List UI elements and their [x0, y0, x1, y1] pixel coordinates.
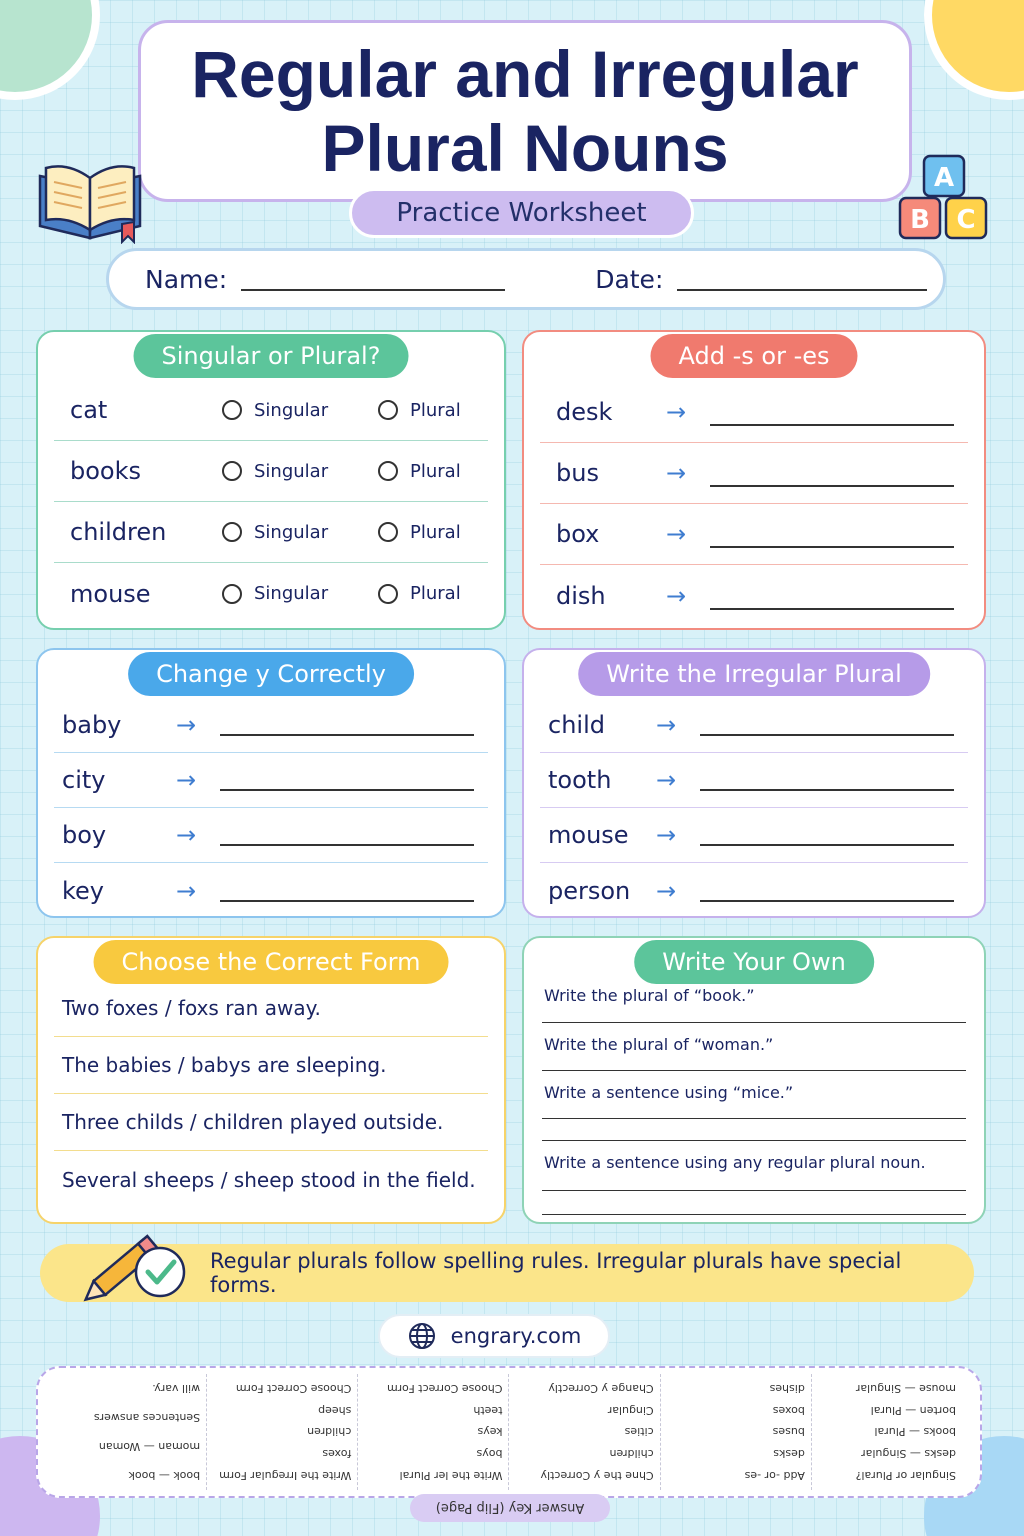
noun-word: bus: [556, 459, 599, 487]
answer-row: [540, 504, 968, 565]
arrow-icon: →: [176, 711, 197, 739]
answer-row: [540, 863, 968, 918]
question-row: [54, 380, 488, 441]
answer-row: [54, 753, 488, 808]
answer-key-entry: desks — Singular: [861, 1447, 956, 1461]
section-title: Singular or Plural?: [134, 334, 409, 378]
radio-button[interactable]: [378, 461, 398, 481]
noun-word: boy: [62, 821, 107, 849]
question-row: [54, 441, 488, 502]
sentence-text[interactable]: Three childs / children played outside.: [62, 1110, 444, 1134]
answer-key-entry: Write the ler Plural: [399, 1469, 503, 1482]
answer-key-entry: Choose Correct Form: [235, 1382, 352, 1395]
answer-row: [540, 443, 968, 504]
answer-line[interactable]: [542, 1118, 966, 1119]
answer-key-entry: children: [609, 1447, 654, 1461]
answer-key-entry: Change y Correctly: [548, 1382, 654, 1395]
singular-option[interactable]: [222, 400, 328, 421]
svg-text:B: B: [910, 205, 930, 235]
answer-key-entry: boys: [476, 1447, 503, 1461]
radio-button[interactable]: [222, 400, 242, 420]
section-title: Choose the Correct Form: [94, 940, 449, 984]
answer-key-column: [508, 1374, 659, 1490]
globe-icon: [407, 1321, 437, 1351]
page-title-line1: Regular and Irregular: [191, 37, 859, 111]
answer-line[interactable]: [220, 844, 474, 846]
prompt-text: Write a sentence using any regular plural noun.: [544, 1153, 926, 1172]
radio-button[interactable]: [378, 400, 398, 420]
plural-option[interactable]: [378, 522, 461, 543]
radio-button[interactable]: [378, 522, 398, 542]
answer-line[interactable]: [710, 546, 954, 548]
answer-line[interactable]: [700, 789, 954, 791]
answer-row: [540, 565, 968, 626]
noun-word: box: [556, 520, 600, 548]
answer-row: [54, 698, 488, 753]
answer-key-column: [660, 1374, 811, 1490]
noun-word: city: [62, 766, 106, 794]
answer-line[interactable]: [542, 1070, 966, 1071]
singular-option[interactable]: [222, 461, 328, 482]
corner-decoration: [924, 0, 1024, 100]
answer-key-entry: foxes: [322, 1447, 352, 1461]
noun-word: mouse: [548, 821, 629, 849]
option-label: Singular: [254, 521, 329, 543]
answer-key-entry: desks: [773, 1447, 805, 1461]
answer-line[interactable]: [220, 900, 474, 902]
answer-key-entry: mouse — Singular: [855, 1382, 956, 1395]
answer-key-entry: sheep: [318, 1403, 352, 1417]
answer-key-entry: will vary.: [152, 1382, 201, 1395]
website-url: engrary.com: [450, 1324, 582, 1348]
section-title: Change y Correctly: [128, 652, 414, 696]
name-date-bar: [106, 248, 946, 310]
subtitle-badge: Practice Worksheet: [349, 188, 694, 238]
abc-blocks-icon: [894, 150, 1006, 250]
name-field[interactable]: [241, 267, 505, 291]
answer-line[interactable]: [700, 900, 954, 902]
prompt-text: Write the plural of “book.”: [544, 986, 755, 1005]
section-title: Add -s or -es: [651, 334, 858, 378]
arrow-icon: →: [666, 520, 687, 548]
noun-word: books: [70, 457, 142, 485]
answer-key-entry: cities: [624, 1425, 654, 1439]
answer-key-column: [56, 1374, 206, 1490]
radio-button[interactable]: [222, 522, 242, 542]
open-book-icon: [34, 152, 146, 244]
arrow-icon: →: [666, 398, 687, 426]
arrow-icon: →: [666, 581, 687, 610]
answer-line[interactable]: [710, 485, 954, 487]
radio-button[interactable]: [378, 584, 398, 604]
answer-key-entry: children: [307, 1425, 352, 1439]
option-label: Plural: [410, 583, 461, 604]
corner-decoration: [0, 0, 100, 100]
answer-key-entry: teeth: [473, 1403, 503, 1417]
answer-line[interactable]: [220, 734, 474, 736]
answer-line[interactable]: [700, 734, 954, 736]
sentence-row: [54, 1037, 488, 1094]
singular-plural-panel: [36, 330, 506, 630]
answer-line[interactable]: [542, 1214, 966, 1215]
date-label: Date:: [595, 264, 664, 294]
sentence-row: [54, 1094, 488, 1151]
tip-text: Regular plurals follow spelling rules. Irregular plurals have special forms.: [210, 1249, 902, 1297]
singular-option[interactable]: [222, 583, 328, 604]
answer-line[interactable]: [220, 789, 474, 791]
singular-option[interactable]: [222, 522, 328, 543]
change-y-panel: [36, 648, 506, 918]
noun-word: tooth: [548, 766, 612, 794]
answer-key-entry: Write the Irregular Form: [219, 1469, 352, 1482]
section-title: Write Your Own: [634, 940, 874, 984]
option-label: Singular: [254, 460, 329, 482]
option-label: Singular: [254, 583, 329, 604]
noun-word: person: [548, 876, 631, 905]
radio-button[interactable]: [222, 584, 242, 604]
choose-form-panel: [36, 936, 506, 1224]
prompt-text: Write the plural of “woman.”: [544, 1035, 774, 1054]
answer-line[interactable]: [710, 424, 954, 426]
option-label: Plural: [410, 399, 461, 421]
plural-option[interactable]: [378, 400, 461, 421]
answer-key-entry: Singular or Plural?: [855, 1469, 956, 1482]
plural-option[interactable]: [378, 583, 461, 604]
answer-row: [54, 863, 488, 918]
noun-word: child: [548, 711, 605, 739]
answer-row: [540, 382, 968, 443]
answer-key-entry: Cingular: [607, 1403, 654, 1417]
answer-key-entry: boxes: [772, 1403, 805, 1417]
answer-key-column: [206, 1374, 357, 1490]
sentence-row: [54, 980, 488, 1037]
answer-line[interactable]: [542, 1022, 966, 1023]
answer-key-entry: Chne the y Correctly: [540, 1469, 654, 1482]
answer-line[interactable]: [700, 844, 954, 846]
noun-word: children: [70, 518, 167, 546]
arrow-icon: →: [656, 711, 677, 739]
pencil-check-icon: [80, 1222, 192, 1308]
noun-word: key: [62, 876, 105, 905]
arrow-icon: →: [666, 459, 687, 487]
page-title-line2: Plural Nouns: [321, 111, 729, 185]
answer-key-entry: Add -or -es: [744, 1469, 805, 1482]
noun-word: desk: [556, 398, 613, 426]
answer-key-entry: keys: [477, 1425, 503, 1439]
answer-key-entry: moman — Woman: [98, 1440, 201, 1453]
answer-row: [54, 808, 488, 863]
prompt-text: Write a sentence using “mice.”: [544, 1083, 794, 1102]
answer-key-entry: books — Plural: [874, 1425, 956, 1439]
answer-key-entry: Choose Correct Form: [387, 1382, 503, 1395]
option-label: Plural: [410, 460, 461, 482]
answer-row: [540, 808, 968, 863]
sentence-text[interactable]: The babies / babys are sleeping.: [62, 1053, 387, 1077]
arrow-icon: →: [656, 821, 677, 849]
svg-text:C: C: [956, 205, 976, 235]
write-own-panel: [522, 936, 986, 1224]
arrow-icon: →: [176, 821, 197, 849]
answer-key-label: Answer Key (Flip Page): [410, 1494, 610, 1522]
option-label: Singular: [254, 399, 329, 421]
title-card: [138, 20, 912, 202]
question-row: [54, 563, 488, 624]
arrow-icon: →: [176, 766, 197, 794]
answer-key-column: [811, 1374, 962, 1490]
date-field[interactable]: [677, 267, 927, 291]
name-label: Name:: [145, 264, 228, 294]
section-title: Write the Irregular Plural: [578, 652, 930, 696]
svg-text:A: A: [933, 163, 955, 193]
answer-row: [540, 698, 968, 753]
irregular-plural-panel: [522, 648, 986, 918]
arrow-icon: →: [656, 876, 677, 905]
question-row: [54, 502, 488, 563]
answer-line[interactable]: [542, 1190, 966, 1191]
noun-word: mouse: [70, 579, 151, 608]
answer-key-entry: borten — Plural: [870, 1403, 956, 1417]
answer-key-entry: buses: [772, 1425, 805, 1439]
option-label: Plural: [410, 521, 461, 543]
answer-key-entry: dishes: [769, 1382, 805, 1395]
noun-word: baby: [62, 711, 122, 739]
arrow-icon: →: [656, 766, 677, 794]
answer-row: [540, 753, 968, 808]
add-s-es-panel: [522, 330, 986, 630]
noun-word: dish: [556, 581, 606, 610]
sentence-text[interactable]: Several sheeps / sheep stood in the field.: [62, 1167, 476, 1192]
plural-option[interactable]: [378, 461, 461, 482]
answer-key-box: [36, 1366, 982, 1498]
answer-key-column: [357, 1374, 508, 1490]
answer-key-entry: Sentences answers: [93, 1411, 201, 1424]
sentence-text[interactable]: Two foxes / foxs ran away.: [62, 996, 321, 1020]
noun-word: cat: [70, 396, 108, 424]
website-badge[interactable]: [378, 1314, 610, 1358]
sentence-row: [54, 1151, 488, 1208]
arrow-icon: →: [176, 876, 197, 905]
answer-line[interactable]: [542, 1140, 966, 1141]
answer-key-entry: book — book: [128, 1469, 201, 1482]
answer-line[interactable]: [710, 608, 954, 610]
radio-button[interactable]: [222, 461, 242, 481]
